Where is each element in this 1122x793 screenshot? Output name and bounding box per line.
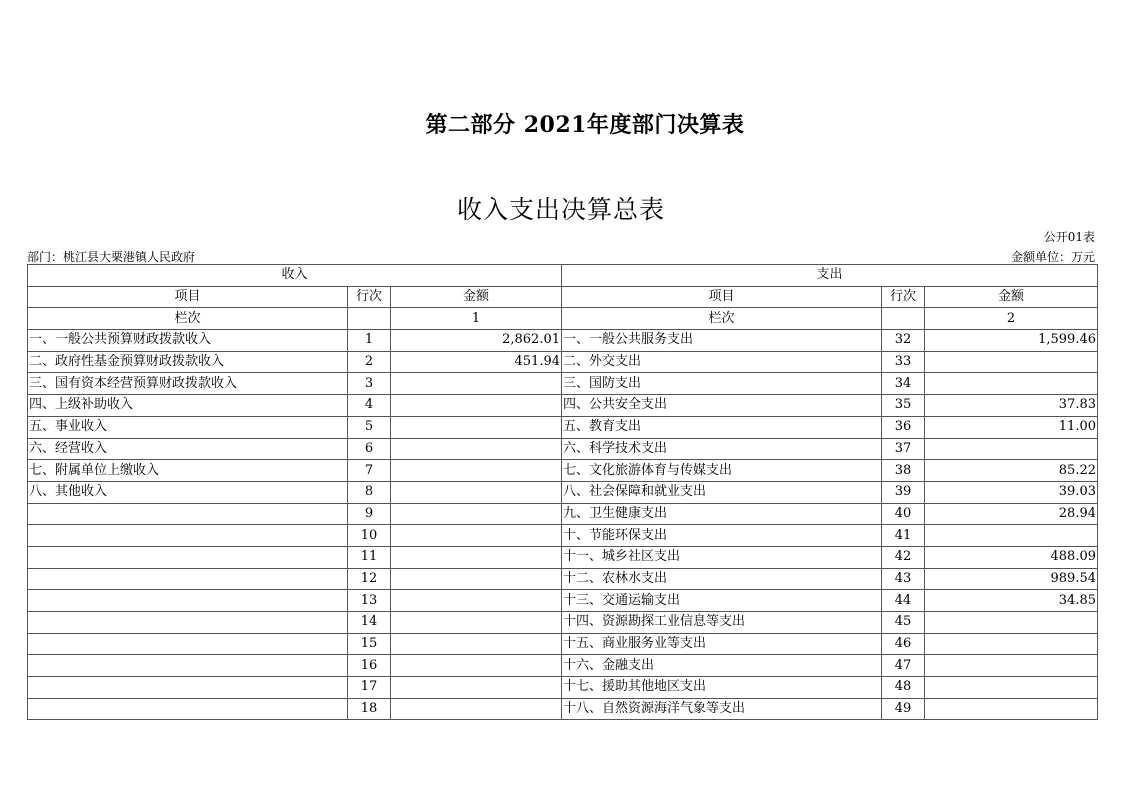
income-item-cell: 七、附属单位上缴收入 <box>28 460 348 482</box>
income-item-cell <box>28 503 348 525</box>
income-item-cell <box>28 525 348 547</box>
income-row-no-cell: 13 <box>348 590 391 612</box>
expense-amount-cell <box>925 438 1098 460</box>
table-row <box>28 525 1098 547</box>
expense-item-cell: 十、节能环保支出 <box>562 525 882 547</box>
income-item-cell: 六、经营收入 <box>28 438 348 460</box>
income-item-cell <box>28 698 348 720</box>
expense-amount-cell <box>925 655 1098 677</box>
form-number: 公开01表 <box>1043 230 1095 244</box>
department-label: 部门：桃江县大栗港镇人民政府 <box>27 250 196 264</box>
amount-unit-label: 金额单位：万元 <box>1010 250 1095 264</box>
income-amount-cell <box>391 460 562 482</box>
expense-item-cell: 六、科学技术支出 <box>562 438 882 460</box>
income-index-empty <box>348 308 391 330</box>
expense-item-cell: 十六、金融支出 <box>562 655 882 677</box>
income-amount-cell <box>391 503 562 525</box>
expense-item-cell: 十四、资源勘探工业信息等支出 <box>562 612 882 634</box>
expense-item-header: 项目 <box>562 286 882 308</box>
income-item-cell: 八、其他收入 <box>28 481 348 503</box>
expense-row-no-cell: 38 <box>882 460 925 482</box>
table-row <box>28 503 1098 525</box>
expense-row-no-cell: 49 <box>882 698 925 720</box>
income-amount-cell <box>391 373 562 395</box>
table-row <box>28 633 1098 655</box>
expense-item-cell: 五、教育支出 <box>562 416 882 438</box>
expense-item-cell: 十五、商业服务业等支出 <box>562 633 882 655</box>
expense-amount-cell <box>925 351 1098 373</box>
expense-item-cell: 四、公共安全支出 <box>562 395 882 417</box>
income-amount-cell: 2,862.01 <box>391 330 562 352</box>
income-amount-header: 金额 <box>391 286 562 308</box>
income-item-cell <box>28 546 348 568</box>
expense-row-no-cell: 43 <box>882 568 925 590</box>
expense-row-no-cell: 32 <box>882 330 925 352</box>
income-amount-cell <box>391 655 562 677</box>
table-row <box>28 330 1098 352</box>
income-amount-cell <box>391 481 562 503</box>
income-row-no-cell: 15 <box>348 633 391 655</box>
expense-amount-cell <box>925 373 1098 395</box>
expense-amount-cell <box>925 698 1098 720</box>
income-amount-cell <box>391 438 562 460</box>
income-item-cell <box>28 568 348 590</box>
income-amount-cell <box>391 590 562 612</box>
income-amount-cell <box>391 612 562 634</box>
expense-amount-header: 金额 <box>925 286 1098 308</box>
income-amount-cell <box>391 568 562 590</box>
expense-row-no-header: 行次 <box>882 286 925 308</box>
expense-row-no-cell: 36 <box>882 416 925 438</box>
expense-item-cell: 八、社会保障和就业支出 <box>562 481 882 503</box>
expense-row-no-cell: 47 <box>882 655 925 677</box>
income-item-cell <box>28 677 348 699</box>
section-header-row <box>28 265 1098 287</box>
income-amount-cell <box>391 416 562 438</box>
income-section-header: 收入 <box>28 265 562 287</box>
income-amount-cell: 451.94 <box>391 351 562 373</box>
table-row <box>28 351 1098 373</box>
income-row-no-cell: 9 <box>348 503 391 525</box>
expense-section-header: 支出 <box>562 265 1098 287</box>
expense-amount-cell: 1,599.46 <box>925 330 1098 352</box>
expense-amount-cell <box>925 612 1098 634</box>
expense-row-no-cell: 35 <box>882 395 925 417</box>
income-item-cell: 四、上级补助收入 <box>28 395 348 417</box>
income-row-no-cell: 18 <box>348 698 391 720</box>
table-row <box>28 655 1098 677</box>
income-item-header: 项目 <box>28 286 348 308</box>
expense-item-cell: 十三、交通运输支出 <box>562 590 882 612</box>
expense-item-cell: 七、文化旅游体育与传媒支出 <box>562 460 882 482</box>
expense-item-cell: 十七、援助其他地区支出 <box>562 677 882 699</box>
income-amount-cell <box>391 525 562 547</box>
income-col-index: 1 <box>391 308 562 330</box>
income-row-no-cell: 12 <box>348 568 391 590</box>
expense-row-no-cell: 41 <box>882 525 925 547</box>
part-title: 第二部分 2021年度部门决算表 <box>425 112 745 138</box>
expense-item-cell: 十八、自然资源海洋气象等支出 <box>562 698 882 720</box>
expense-amount-cell: 34.85 <box>925 590 1098 612</box>
income-row-no-cell: 3 <box>348 373 391 395</box>
expense-amount-cell: 37.83 <box>925 395 1098 417</box>
expense-row-no-cell: 34 <box>882 373 925 395</box>
income-amount-cell <box>391 395 562 417</box>
column-index-row <box>28 308 1098 330</box>
income-amount-cell <box>391 633 562 655</box>
income-row-no-cell: 10 <box>348 525 391 547</box>
expense-row-no-cell: 45 <box>882 612 925 634</box>
expense-index-empty <box>882 308 925 330</box>
column-header-row <box>28 286 1098 308</box>
income-item-cell: 五、事业收入 <box>28 416 348 438</box>
expense-amount-cell <box>925 525 1098 547</box>
expense-item-cell: 二、外交支出 <box>562 351 882 373</box>
income-row-no-cell: 6 <box>348 438 391 460</box>
income-item-cell <box>28 633 348 655</box>
income-row-no-cell: 5 <box>348 416 391 438</box>
table-row <box>28 568 1098 590</box>
table-row <box>28 481 1098 503</box>
income-item-cell <box>28 655 348 677</box>
expense-row-no-cell: 42 <box>882 546 925 568</box>
income-row-no-cell: 17 <box>348 677 391 699</box>
income-item-cell <box>28 590 348 612</box>
income-row-no-cell: 16 <box>348 655 391 677</box>
expense-amount-cell <box>925 633 1098 655</box>
table-row <box>28 416 1098 438</box>
income-row-no-cell: 1 <box>348 330 391 352</box>
income-item-cell: 三、国有资本经营预算财政拨款收入 <box>28 373 348 395</box>
expense-amount-cell: 85.22 <box>925 460 1098 482</box>
expense-item-cell: 三、国防支出 <box>562 373 882 395</box>
expense-amount-cell <box>925 677 1098 699</box>
table-row <box>28 612 1098 634</box>
table-row <box>28 438 1098 460</box>
expense-amount-cell: 39.03 <box>925 481 1098 503</box>
income-item-cell: 二、政府性基金预算财政拨款收入 <box>28 351 348 373</box>
expense-item-cell: 九、卫生健康支出 <box>562 503 882 525</box>
expense-item-cell: 十二、农林水支出 <box>562 568 882 590</box>
expense-row-no-cell: 37 <box>882 438 925 460</box>
income-index-label: 栏次 <box>28 308 348 330</box>
expense-row-no-cell: 44 <box>882 590 925 612</box>
table-row <box>28 373 1098 395</box>
expense-col-index: 2 <box>925 308 1098 330</box>
income-amount-cell <box>391 546 562 568</box>
expense-amount-cell: 488.09 <box>925 546 1098 568</box>
expense-row-no-cell: 39 <box>882 481 925 503</box>
expense-row-no-cell: 33 <box>882 351 925 373</box>
table-row <box>28 698 1098 720</box>
page-title: 收入支出决算总表 <box>456 195 665 224</box>
income-item-cell: 一、一般公共预算财政拨款收入 <box>28 330 348 352</box>
expense-item-cell: 十一、城乡社区支出 <box>562 546 882 568</box>
expense-row-no-cell: 48 <box>882 677 925 699</box>
income-row-no-cell: 8 <box>348 481 391 503</box>
income-row-no-header: 行次 <box>348 286 391 308</box>
expense-amount-cell: 28.94 <box>925 503 1098 525</box>
income-expense-table <box>27 264 1098 720</box>
income-row-no-cell: 4 <box>348 395 391 417</box>
income-row-no-cell: 14 <box>348 612 391 634</box>
table-row <box>28 460 1098 482</box>
income-amount-cell <box>391 698 562 720</box>
table-row <box>28 677 1098 699</box>
income-item-cell <box>28 612 348 634</box>
table-row <box>28 546 1098 568</box>
expense-item-cell: 一、一般公共服务支出 <box>562 330 882 352</box>
expense-amount-cell: 989.54 <box>925 568 1098 590</box>
income-row-no-cell: 7 <box>348 460 391 482</box>
income-amount-cell <box>391 677 562 699</box>
income-row-no-cell: 11 <box>348 546 391 568</box>
expense-row-no-cell: 46 <box>882 633 925 655</box>
table-row <box>28 590 1098 612</box>
expense-index-label: 栏次 <box>562 308 882 330</box>
income-row-no-cell: 2 <box>348 351 391 373</box>
table-row <box>28 395 1098 417</box>
expense-amount-cell: 11.00 <box>925 416 1098 438</box>
expense-row-no-cell: 40 <box>882 503 925 525</box>
